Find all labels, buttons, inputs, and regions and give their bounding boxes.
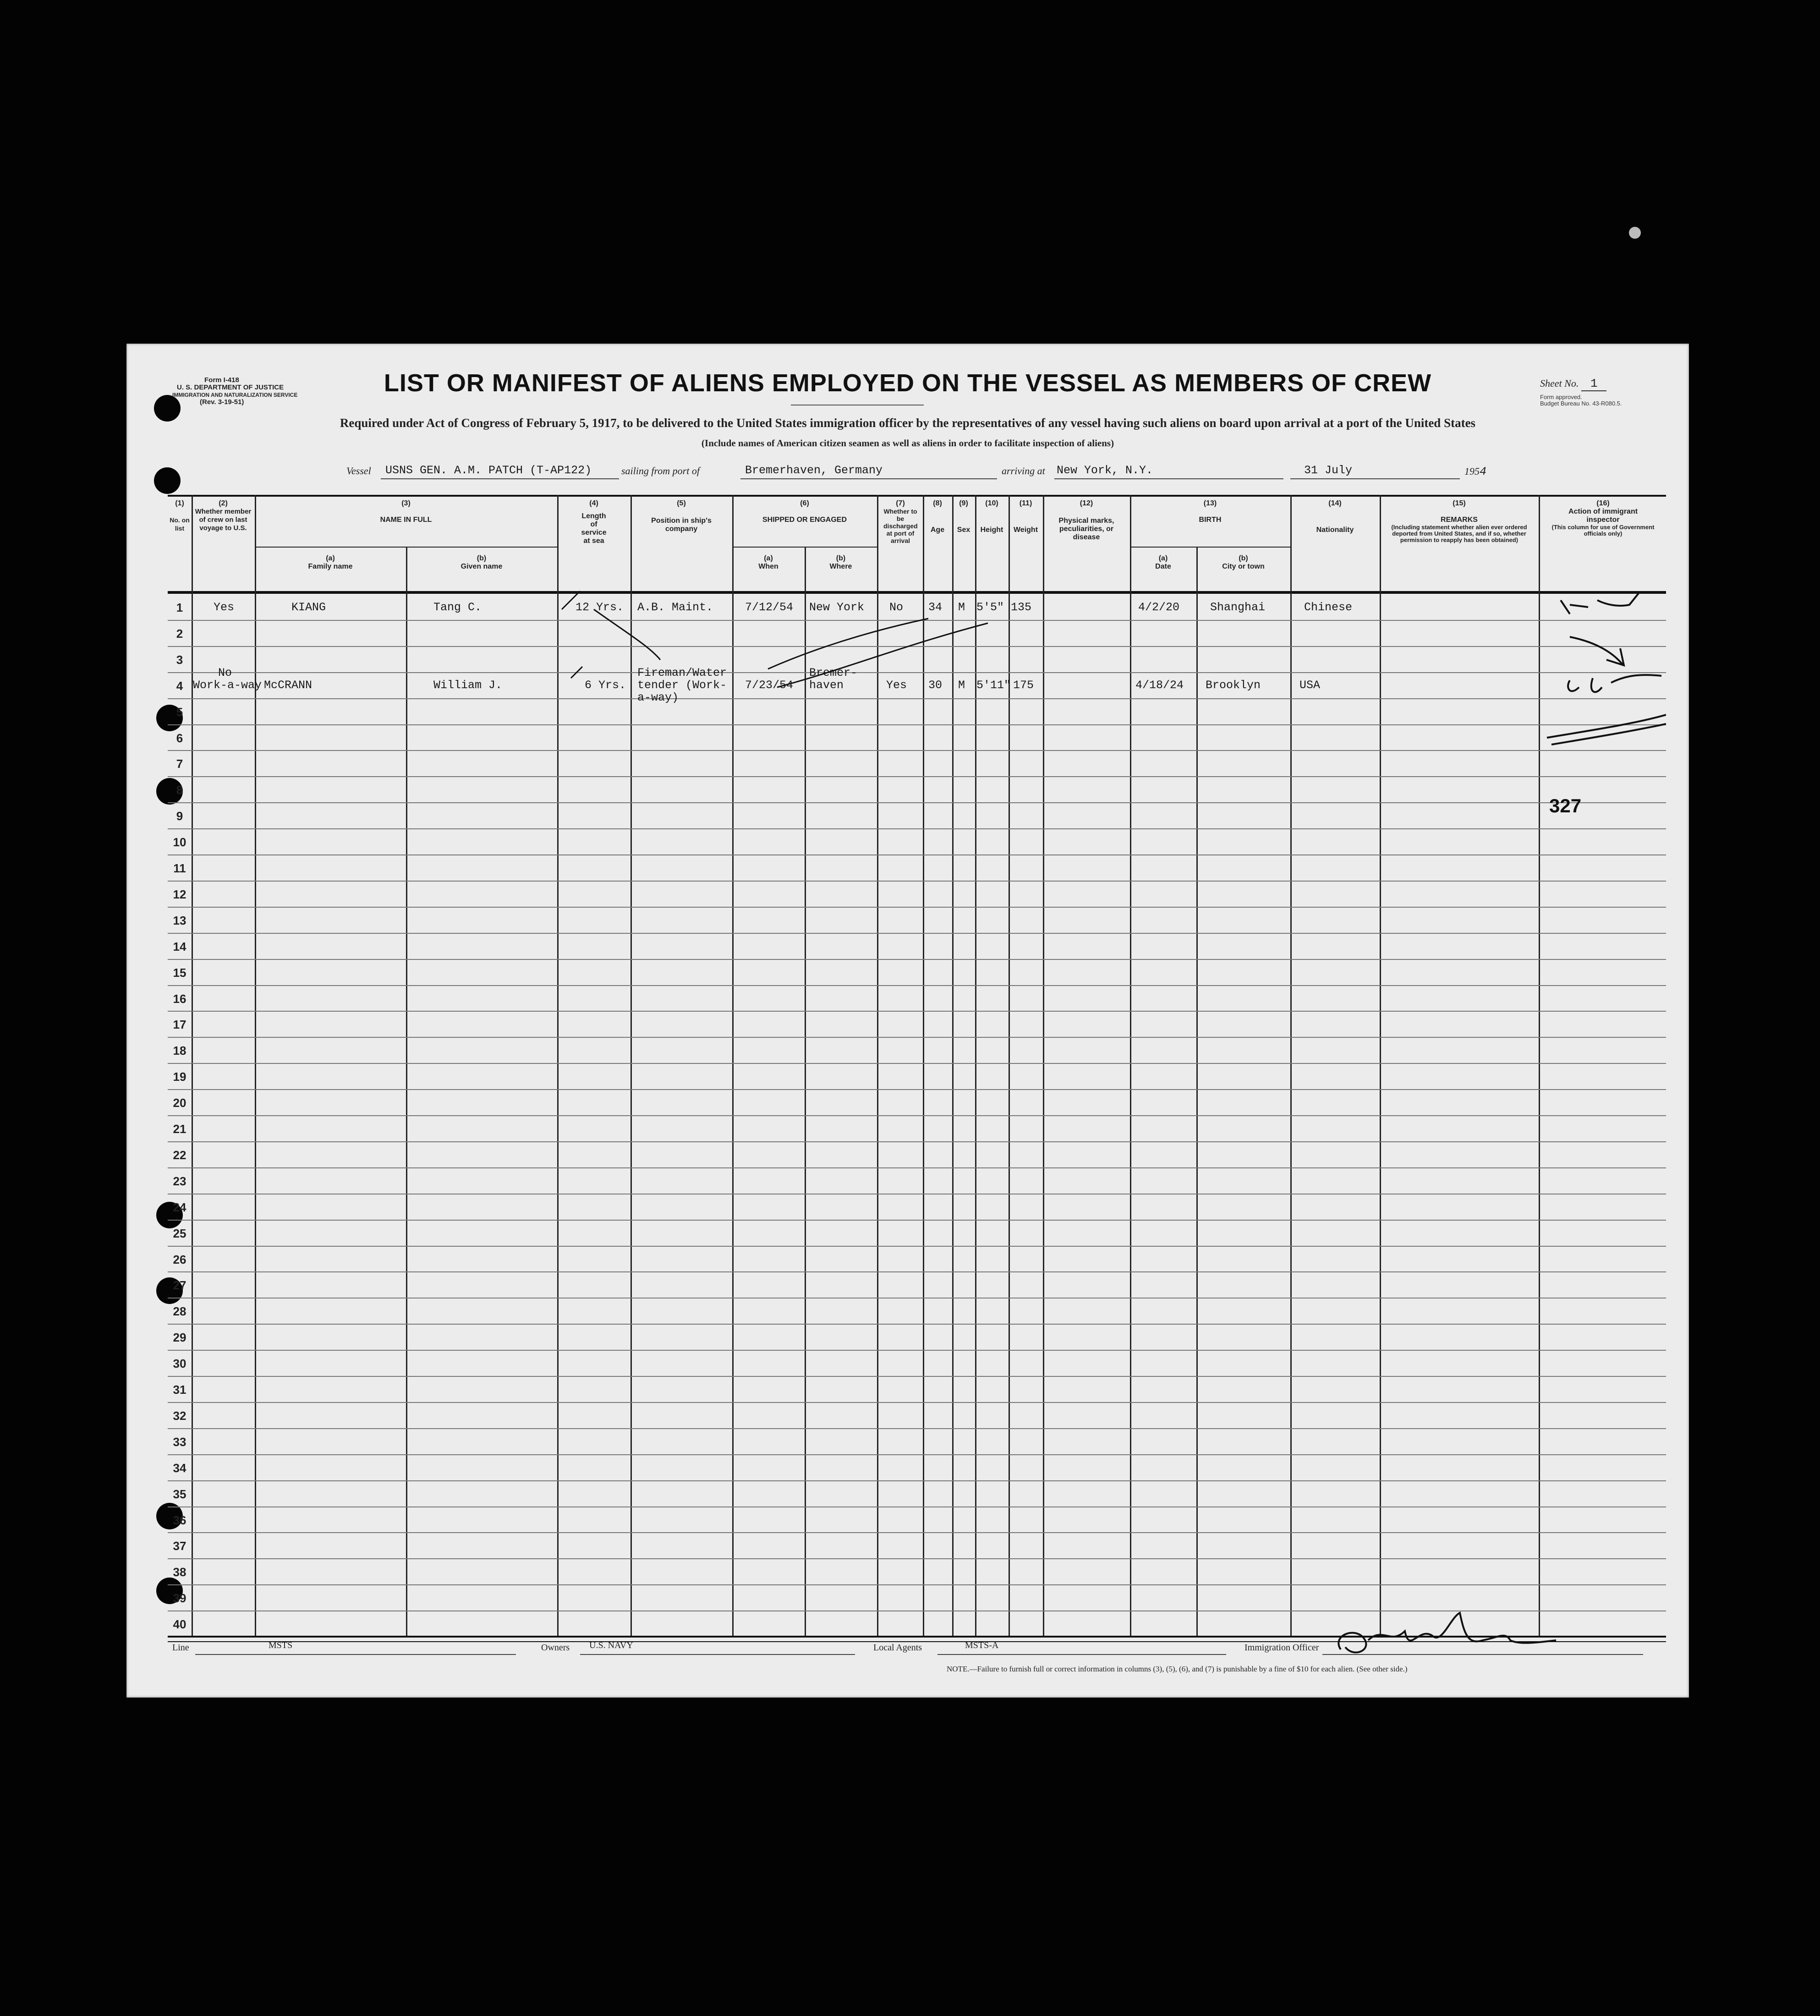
weight: 135 xyxy=(1011,601,1032,614)
birth-date: 4/18/24 xyxy=(1135,679,1184,692)
row-rule xyxy=(168,881,1666,882)
row-rule xyxy=(168,776,1666,777)
shipped-when: 7/23/54 xyxy=(745,679,794,692)
budget-bureau: Budget Bureau No. 43-R080.5. xyxy=(1540,400,1622,407)
row-number: 17 xyxy=(173,1018,186,1032)
row-rule xyxy=(168,802,1666,803)
birth-date: 4/2/20 xyxy=(1138,601,1180,614)
service-length: 6 Yrs. xyxy=(585,679,626,692)
row-number: 6 xyxy=(176,731,183,745)
weight: 175 xyxy=(1013,679,1034,692)
vessel-label: Vessel xyxy=(346,465,371,477)
row-rule xyxy=(168,1037,1666,1038)
last-voyage: No xyxy=(218,666,232,679)
col-label: Age xyxy=(930,526,945,534)
given-name: William J. xyxy=(433,679,503,692)
last-voyage-note: Work-a-way xyxy=(193,679,262,692)
punch-hole xyxy=(154,467,181,494)
inspector-marks xyxy=(168,495,1666,751)
family-name: McCRANN xyxy=(264,679,312,692)
col-num: (8) xyxy=(933,499,942,507)
row-number: 30 xyxy=(173,1357,186,1371)
row-number: 15 xyxy=(173,965,186,980)
row-rule xyxy=(168,1428,1666,1429)
col-label: Length of service at sea xyxy=(581,512,607,545)
age: 30 xyxy=(928,679,943,692)
nationality: USA xyxy=(1299,679,1321,692)
col-label: Whether to be discharged at port of arrival xyxy=(883,508,918,544)
manifest-sheet xyxy=(126,344,1689,1698)
col-num: (13) xyxy=(1203,499,1217,507)
vessel-name: USNS GEN. A.M. PATCH (T-AP122) xyxy=(385,464,592,477)
col-num: (10) xyxy=(985,499,998,507)
col-num: (1) xyxy=(175,499,184,507)
row-rule xyxy=(168,959,1666,960)
row-rule xyxy=(168,1089,1666,1090)
col-label: REMARKS xyxy=(1441,516,1478,524)
row-rule xyxy=(168,828,1666,829)
row-number: 29 xyxy=(173,1331,186,1345)
row-number: 20 xyxy=(173,1096,186,1110)
discharge: No xyxy=(889,601,904,614)
row-number: 10 xyxy=(173,835,186,849)
birth-city: Shanghai xyxy=(1210,601,1266,614)
row-number: 34 xyxy=(173,1461,186,1475)
strike-mark xyxy=(1547,715,1666,745)
discharge: Yes xyxy=(886,679,907,692)
col-sublabel: (Including statement whether alien ever ordered deported from United States, and if so, whether permission to reapply has been obtained) xyxy=(1391,524,1527,543)
service: IMMIGRATION AND NATURALIZATION SERVICE xyxy=(172,392,298,398)
row-number: 8 xyxy=(176,783,183,797)
line-underline xyxy=(195,1654,516,1655)
col-sublabel: City or town xyxy=(1222,563,1265,570)
page-title: LIST OR MANIFEST OF ALIENS EMPLOYED ON THE VESSEL AS MEMBERS OF CREW xyxy=(384,369,1432,397)
col-num: (14) xyxy=(1328,499,1342,507)
col-num: (12) xyxy=(1080,499,1093,507)
year xyxy=(1464,465,1486,478)
col-subnum: (b) xyxy=(477,554,487,562)
initials-mark xyxy=(1568,675,1661,692)
agents-value: MSTS-A xyxy=(965,1640,999,1650)
col-sublabel: Date xyxy=(1155,563,1171,570)
row-rule xyxy=(168,1532,1666,1533)
row-number: 36 xyxy=(173,1513,186,1527)
arrival-date: 31 July xyxy=(1304,464,1353,477)
col-label: Height xyxy=(980,526,1003,534)
shipped-where: haven xyxy=(809,679,844,692)
row-number: 1 xyxy=(176,601,183,614)
subtitle: Required under Act of Congress of February 5, 1917, to be delivered to the United States immigration officer by the representatives of any vessel having such aliens on board upon arrival at a port of the United States xyxy=(340,416,1476,430)
position: Fireman/Water xyxy=(637,666,727,679)
col-sublabel: Where xyxy=(829,563,852,570)
year-suffix: 4 xyxy=(1480,465,1487,478)
form-approval xyxy=(1540,394,1622,407)
row-number: 37 xyxy=(173,1539,186,1553)
position: tender (Work- xyxy=(637,679,727,692)
row-number: 11 xyxy=(173,861,186,875)
row-number: 26 xyxy=(173,1252,186,1266)
row-number: 14 xyxy=(173,939,186,953)
row-rule xyxy=(168,1324,1666,1325)
col-num: (15) xyxy=(1453,499,1466,507)
row-number: 24 xyxy=(173,1200,186,1214)
nationality: Chinese xyxy=(1304,601,1353,614)
col-sublabel: (This column for use of Government officials only) xyxy=(1551,524,1655,537)
row-rule xyxy=(168,1167,1666,1168)
row-number: 2 xyxy=(176,626,183,641)
row-number: 39 xyxy=(173,1591,186,1605)
row-number: 9 xyxy=(176,809,183,823)
col-num: (5) xyxy=(677,499,686,507)
pen-stroke xyxy=(594,609,660,660)
row-number: 23 xyxy=(173,1174,186,1188)
row-rule xyxy=(168,1376,1666,1377)
agents-underline xyxy=(937,1654,1226,1655)
height: 5'5" xyxy=(976,601,1004,614)
family-name: KIANG xyxy=(291,601,326,614)
tick-mark xyxy=(562,591,580,609)
col-subnum: (a) xyxy=(326,554,335,562)
col-subnum: (a) xyxy=(1158,554,1168,562)
revision: (Rev. 3-19-51) xyxy=(200,398,244,406)
col-num: (3) xyxy=(401,499,411,507)
row-number: 35 xyxy=(173,1487,186,1501)
last-voyage: Yes xyxy=(214,601,235,614)
arriving-port: New York, N.Y. xyxy=(1057,464,1153,477)
row-rule xyxy=(168,1011,1666,1012)
officer-label: Immigration Officer xyxy=(1244,1643,1319,1653)
height: 5'11" xyxy=(976,679,1011,692)
row-rule xyxy=(168,933,1666,934)
date-underline xyxy=(1290,478,1460,479)
officer-signature xyxy=(1327,1599,1565,1663)
owners-underline xyxy=(580,1654,855,1655)
year-prefix: 195 xyxy=(1464,466,1480,477)
row-number: 16 xyxy=(173,992,186,1006)
col-num: (6) xyxy=(800,499,809,507)
col-num: (4) xyxy=(589,499,598,507)
sheet-number xyxy=(1540,377,1606,390)
tick-mark xyxy=(571,667,582,678)
service-length: 12 Yrs. xyxy=(576,601,624,614)
given-name: Tang C. xyxy=(433,601,482,614)
shipped-where: Bremer- xyxy=(809,666,858,679)
col-label: Nationality xyxy=(1316,526,1354,534)
col-subnum: (b) xyxy=(836,554,846,562)
owners-label: Owners xyxy=(541,1643,570,1653)
row-number: 33 xyxy=(173,1435,186,1449)
film-speck xyxy=(1629,227,1641,239)
age: 34 xyxy=(928,601,943,614)
line-value: MSTS xyxy=(269,1640,293,1650)
row-number: 38 xyxy=(173,1565,186,1579)
sailing-port: Bremerhaven, Germany xyxy=(745,464,883,477)
row-number: 5 xyxy=(176,705,183,719)
col-num: (9) xyxy=(959,499,968,507)
sailing-underline xyxy=(740,478,997,479)
sheet-no-value: 1 xyxy=(1581,377,1607,391)
birth-city: Brooklyn xyxy=(1206,679,1261,692)
row-number: 27 xyxy=(173,1278,186,1293)
row-number: 12 xyxy=(173,887,186,901)
row-number: 13 xyxy=(173,913,186,927)
row-number: 22 xyxy=(173,1148,186,1162)
col-num: (11) xyxy=(1019,499,1032,507)
row-rule xyxy=(168,1558,1666,1559)
pen-stroke xyxy=(768,619,928,669)
agents-label: Local Agents xyxy=(873,1643,922,1653)
row-number: 4 xyxy=(176,679,183,693)
form-number: Form I-418 xyxy=(204,376,239,384)
row-rule xyxy=(168,1584,1666,1585)
position: a-way) xyxy=(637,691,679,704)
department: U. S. DEPARTMENT OF JUSTICE xyxy=(177,383,284,391)
owners-value: U.S. NAVY xyxy=(589,1640,633,1650)
row-number: 19 xyxy=(173,1070,186,1084)
inspector-stamp-number: 327 xyxy=(1549,795,1582,816)
col-num: (2) xyxy=(219,499,228,507)
initials-mark xyxy=(1561,593,1639,614)
col-label: SHIPPED OR ENGAGED xyxy=(762,516,847,524)
pen-stroke xyxy=(777,623,988,687)
col-label: Sex xyxy=(957,526,970,534)
row-number: 18 xyxy=(173,1044,186,1058)
sheet-label: Sheet No. xyxy=(1540,378,1579,389)
row-number: 32 xyxy=(173,1408,186,1423)
col-label: Action of immigrant inspector xyxy=(1568,508,1638,524)
row-rule xyxy=(168,1246,1666,1247)
line-label: Line xyxy=(172,1643,189,1653)
row-rule xyxy=(168,1350,1666,1351)
form-approved: Form approved. xyxy=(1540,394,1582,400)
row-number: 21 xyxy=(173,1122,186,1136)
row-rule xyxy=(168,1402,1666,1403)
col-subnum: (a) xyxy=(764,554,773,562)
penalty-note: NOTE.—Failure to furnish full or correct information in columns (3), (5), (6), and (7) is punishable by a fine of $10 for each alien. (See other side.) xyxy=(947,1665,1408,1673)
row-number: 31 xyxy=(173,1383,186,1397)
col-sublabel: Given name xyxy=(460,563,503,570)
sex: M xyxy=(958,601,965,614)
row-rule xyxy=(168,1220,1666,1221)
shipped-where: New York xyxy=(809,601,865,614)
col-num: (7) xyxy=(896,499,905,507)
col-label: Whether member of crew on last voyage to U.S. xyxy=(195,508,252,532)
vessel-underline xyxy=(381,478,619,479)
row-rule xyxy=(168,1115,1666,1116)
shipped-when: 7/12/54 xyxy=(745,601,794,614)
row-number: 3 xyxy=(176,652,183,667)
col-label: Position in ship's company xyxy=(651,517,712,533)
col-sublabel: When xyxy=(758,563,778,570)
row-rule xyxy=(168,1271,1666,1272)
col-num: (16) xyxy=(1596,499,1610,507)
col-label: BIRTH xyxy=(1199,516,1222,524)
sex: M xyxy=(958,679,965,692)
col-label: NAME IN FULL xyxy=(380,516,432,524)
arrow-mark xyxy=(1570,637,1624,665)
col-label: Weight xyxy=(1013,526,1038,534)
col-sublabel: Family name xyxy=(308,563,353,570)
row-rule xyxy=(168,1063,1666,1064)
row-rule xyxy=(168,1141,1666,1142)
row-rule xyxy=(168,1480,1666,1481)
row-number: 7 xyxy=(176,757,183,771)
position: A.B. Maint. xyxy=(637,601,713,614)
col-label: No. on list xyxy=(170,516,190,532)
row-number: 40 xyxy=(173,1617,186,1632)
row-rule xyxy=(168,907,1666,908)
subtitle-note: (Include names of American citizen seamen as well as aliens in order to facilitate inspection of aliens) xyxy=(701,438,1114,449)
row-rule xyxy=(168,1454,1666,1455)
arriving-underline xyxy=(1054,478,1283,479)
col-subnum: (b) xyxy=(1239,554,1248,562)
col-label: Physical marks, peculiarities, or disease xyxy=(1058,517,1114,541)
row-number: 28 xyxy=(173,1304,186,1319)
sailing-label: sailing from port of xyxy=(621,465,700,477)
row-number: 25 xyxy=(173,1226,186,1240)
arriving-label: arriving at xyxy=(1002,465,1045,477)
row-rule xyxy=(168,985,1666,986)
